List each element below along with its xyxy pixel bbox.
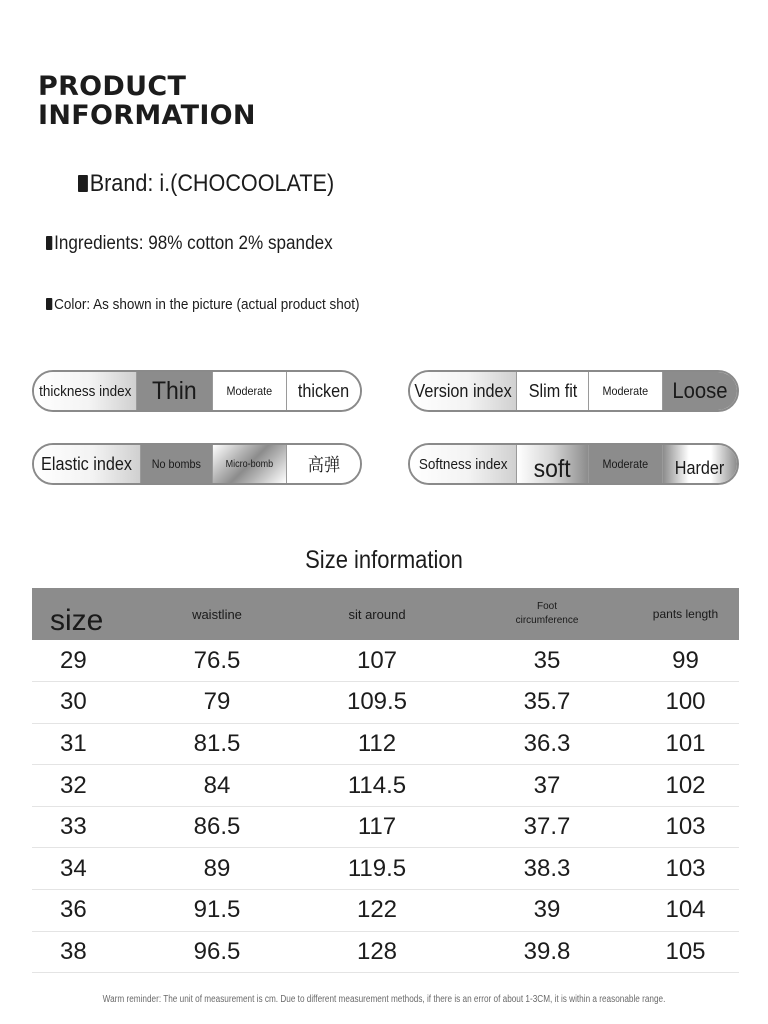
softness-index-label-cell (410, 445, 516, 483)
header-foot-line-1: Foot (536, 601, 557, 612)
header-sit-around: sit around (292, 588, 462, 640)
cell-sit-around: 128 (292, 931, 462, 973)
cell-size: 38 (32, 931, 142, 973)
version-option-label: Loose (672, 378, 728, 403)
brand-info (78, 170, 334, 198)
elastic-option-no-bombs (140, 445, 212, 483)
table-row (32, 806, 739, 848)
cell-foot-circumference: 35 (462, 640, 632, 682)
thickness-option-label: thicken (297, 380, 350, 401)
cell-foot-circumference: 37 (462, 765, 632, 807)
color-info (46, 296, 360, 313)
table-row (32, 931, 739, 973)
thickness-option-thin (136, 372, 212, 410)
bullet-icon (46, 298, 52, 310)
cell-pants-length: 103 (632, 848, 739, 890)
cell-foot-circumference: 38.3 (462, 848, 632, 890)
cell-size: 30 (32, 682, 142, 724)
version-index-scale (408, 370, 739, 412)
cell-pants-length: 104 (632, 890, 739, 932)
thickness-index-scale (32, 370, 362, 412)
header-waistline: waistline (142, 588, 292, 640)
table-row (32, 682, 739, 724)
cell-waistline: 91.5 (142, 890, 292, 932)
version-option-label: Moderate (602, 384, 649, 398)
bullet-icon (46, 236, 52, 250)
version-option-loose (662, 372, 737, 410)
cell-sit-around: 112 (292, 723, 462, 765)
header-size: size (32, 588, 142, 640)
cell-foot-circumference: 36.3 (462, 723, 632, 765)
cell-size: 34 (32, 848, 142, 890)
header-pants-length: pants length (632, 588, 739, 640)
elastic-index-scale (32, 443, 362, 485)
brand-text: Brand: i.(CHOCOOLATE) (89, 170, 335, 197)
cell-pants-length: 100 (632, 682, 739, 724)
softness-option-harder (662, 445, 737, 483)
color-text: Color: As shown in the picture (actual product shot) (54, 296, 360, 313)
table-row (32, 723, 739, 765)
cell-waistline: 79 (142, 682, 292, 724)
cell-waistline: 84 (142, 765, 292, 807)
elastic-option-label: 高弹 (307, 455, 340, 476)
cell-foot-circumference: 37.7 (462, 806, 632, 848)
bullet-icon (78, 175, 88, 192)
table-row (32, 640, 739, 682)
size-information-title: Size information (305, 546, 463, 574)
page-title (38, 72, 256, 130)
cell-sit-around: 107 (292, 640, 462, 682)
cell-foot-circumference: 39 (462, 890, 632, 932)
version-option-label: Slim fit (528, 380, 577, 401)
thickness-option-label: Thin (152, 376, 197, 405)
softness-option-label: soft (533, 454, 572, 483)
cell-pants-length: 101 (632, 723, 739, 765)
version-option-moderate (588, 372, 662, 410)
cell-foot-circumference: 39.8 (462, 931, 632, 973)
elastic-index-label-cell (34, 445, 140, 483)
cell-pants-length: 103 (632, 806, 739, 848)
softness-index-scale (408, 443, 739, 485)
softness-option-soft (516, 445, 588, 483)
cell-waistline: 86.5 (142, 806, 292, 848)
version-option-slim-fit (516, 372, 588, 410)
elastic-option-label: Micro-bomb (225, 458, 274, 470)
cell-waistline: 76.5 (142, 640, 292, 682)
softness-option-label: Moderate (602, 457, 649, 471)
ingredients-text: Ingredients: 98% cotton 2% spandex (54, 233, 333, 254)
cell-sit-around: 114.5 (292, 765, 462, 807)
cell-sit-around: 117 (292, 806, 462, 848)
cell-waistline: 96.5 (142, 931, 292, 973)
table-row (32, 765, 739, 807)
cell-sit-around: 122 (292, 890, 462, 932)
size-table-body (32, 640, 739, 973)
header-foot-circumference (462, 588, 632, 640)
table-row (32, 848, 739, 890)
thickness-option-thicken (286, 372, 360, 410)
cell-size: 31 (32, 723, 142, 765)
thickness-index-label-cell (34, 372, 136, 410)
cell-pants-length: 105 (632, 931, 739, 973)
cell-sit-around: 119.5 (292, 848, 462, 890)
version-index-label-cell (410, 372, 516, 410)
cell-size: 29 (32, 640, 142, 682)
elastic-index-label: Elastic index (41, 453, 133, 474)
softness-option-label: Harder (675, 457, 725, 478)
cell-size: 33 (32, 806, 142, 848)
cell-waistline: 81.5 (142, 723, 292, 765)
size-table (32, 588, 739, 973)
cell-pants-length: 102 (632, 765, 739, 807)
elastic-option-micro-bomb (212, 445, 286, 483)
cell-size: 32 (32, 765, 142, 807)
cell-pants-length: 99 (632, 640, 739, 682)
version-index-label: Version index (414, 380, 512, 401)
thickness-option-label: Moderate (226, 384, 273, 398)
elastic-option-label: No bombs (151, 457, 202, 471)
softness-option-moderate (588, 445, 662, 483)
thickness-option-moderate (212, 372, 286, 410)
softness-index-label: Softness index (418, 455, 508, 473)
thickness-index-label: thickness index (38, 382, 132, 400)
cell-waistline: 89 (142, 848, 292, 890)
title-line-2: INFORMATION (38, 100, 256, 131)
table-row (32, 890, 739, 932)
elastic-option-high-elastic (286, 445, 360, 483)
ingredients-info (46, 233, 333, 255)
size-table-header (32, 588, 739, 640)
warm-reminder: Warm reminder: The unit of measurement is cm. Due to different measurement methods, if there is an error of about 1-3CM, it is within a reasonable range. (102, 994, 666, 1005)
cell-size: 36 (32, 890, 142, 932)
title-line-1: PRODUCT (38, 71, 187, 102)
cell-sit-around: 109.5 (292, 682, 462, 724)
header-foot-line-2: circumference (515, 615, 579, 626)
cell-foot-circumference: 35.7 (462, 682, 632, 724)
